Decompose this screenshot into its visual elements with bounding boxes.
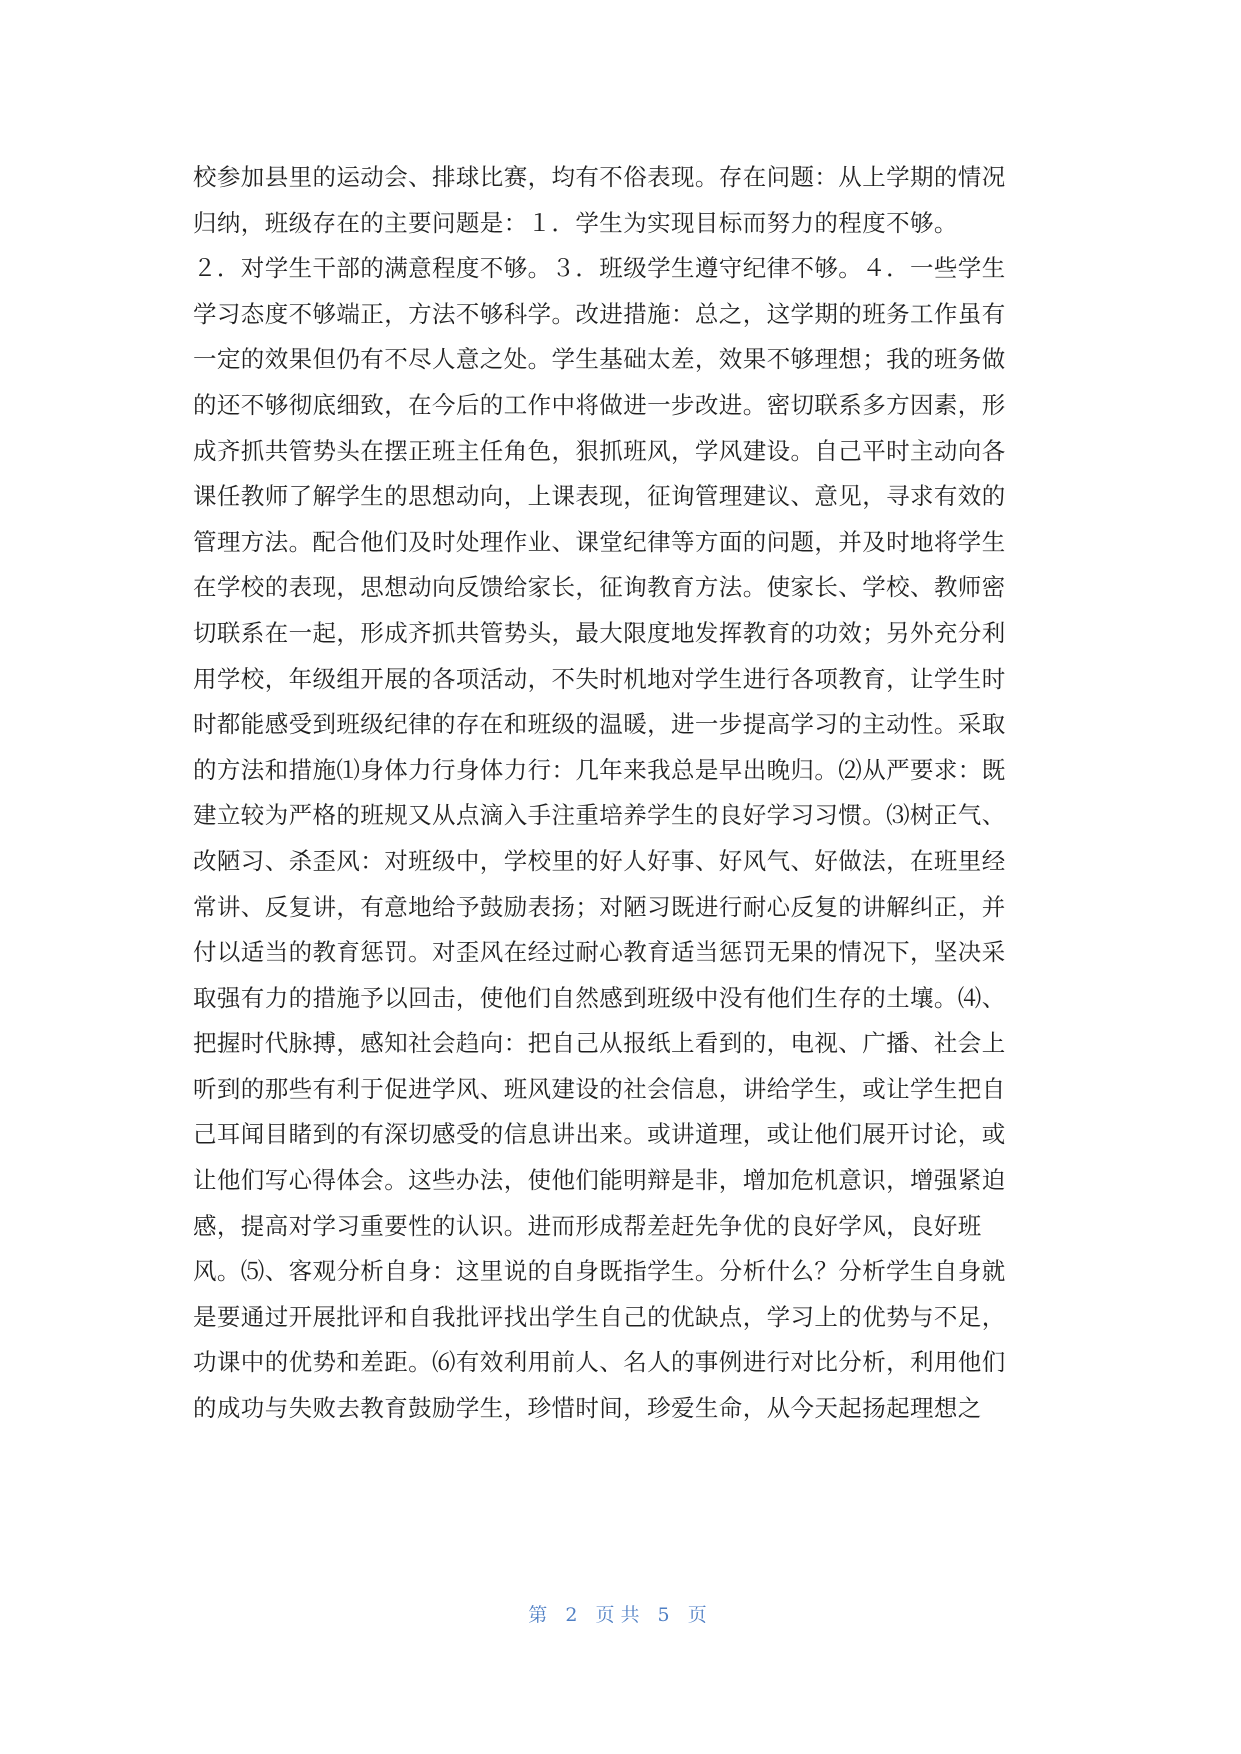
text-line: 把握时代脉搏，感知社会趋向：把自己从报纸上看到的，电视、广播、社会上 <box>193 1029 1006 1058</box>
footer-suffix: 页 <box>687 1604 713 1626</box>
text-line: 成齐抓共管势头在摆正班主任角色，狠抓班风，学风建设。自己平时主动向各 <box>193 436 1006 465</box>
text-line: 改陋习、杀歪风：对班级中，学校里的好人好事、好风气、好做法，在班里经 <box>193 846 1006 875</box>
text-line: 用学校，年级组开展的各项活动，不失时机地对学生进行各项教育，让学生时 <box>193 664 1006 693</box>
text-line: 己耳闻目睹到的有深切感受的信息讲出来。或讲道理，或让他们展开讨论，或 <box>193 1120 1006 1149</box>
text-line: 校参加县里的运动会、排球比赛，均有不俗表现。存在问题：从上学期的情况 <box>193 163 1006 191</box>
text-line: 风。⑸、客观分析自身：这里说的自身既指学生。分析什么？分析学生自身就 <box>193 1257 1006 1286</box>
text-line: 取强有力的措施予以回击，使他们自然感到班级中没有他们生存的土壤。⑷、 <box>193 983 1006 1012</box>
text-line: 一定的效果但仍有不尽人意之处。学生基础太差，效果不够理想；我的班务做 <box>193 345 1006 374</box>
page-footer <box>0 1600 1241 1627</box>
footer-prefix: 第 <box>528 1604 554 1626</box>
text-line: 感，提高对学习重要性的认识。进而形成帮差赶先争优的良好学风，良好班 <box>193 1211 982 1240</box>
text-line: 功课中的优势和差距。⑹有效利用前人、名人的事例进行对比分析，利用他们 <box>193 1348 1006 1377</box>
footer-current-page: 2 <box>565 1604 584 1626</box>
text-line: 管理方法。配合他们及时处理作业、课堂纪律等方面的问题，并及时地将学生 <box>193 527 1006 556</box>
text-line: 是要通过开展批评和自我批评找出学生自己的优缺点，学习上的优势与不足， <box>193 1302 1006 1331</box>
text-line: 的成功与失败去教育鼓励学生，珍惜时间，珍爱生命，从今天起扬起理想之 <box>193 1394 982 1423</box>
text-line: 归纳，班级存在的主要问题是：１．学生为实现目标而努力的程度不够。 <box>193 208 958 237</box>
text-line: 听到的那些有利于促进学风、班风建设的社会信息，讲给学生，或让学生把自 <box>193 1074 1006 1103</box>
text-line: 建立较为严格的班规又从点滴入手注重培养学生的良好学习习惯。⑶树正气、 <box>193 801 1006 830</box>
footer-middle: 页共 <box>595 1604 646 1626</box>
text-line: 的还不够彻底细致，在今后的工作中将做进一步改进。密切联系多方因素，形 <box>193 390 1006 419</box>
text-line: ２．对学生干部的满意程度不够。３．班级学生遵守纪律不够。４．一些学生 <box>193 254 1006 283</box>
text-line: 时都能感受到班级纪律的存在和班级的温暖，进一步提高学习的主动性。采取 <box>193 710 1006 739</box>
text-line: 常讲、反复讲，有意地给予鼓励表扬；对陋习既进行耐心反复的讲解纠正，并 <box>193 892 1006 921</box>
text-line: 切联系在一起，形成齐抓共管势头，最大限度地发挥教育的功效；另外充分利 <box>193 618 1006 647</box>
text-line: 课任教师了解学生的思想动向，上课表现，征询管理建议、意见，寻求有效的 <box>193 482 1006 511</box>
text-line: 学习态度不够端正，方法不够科学。改进措施：总之，这学期的班务工作虽有 <box>193 299 1006 328</box>
text-line: 让他们写心得体会。这些办法，使他们能明辩是非，增加危机意识，增强紧迫 <box>193 1166 1006 1195</box>
body-text <box>193 155 1053 1432</box>
text-line: 的方法和措施⑴身体力行身体力行：几年来我总是早出晚归。⑵从严要求：既 <box>193 755 1006 784</box>
footer-total-pages: 5 <box>657 1604 676 1626</box>
text-line: 付以适当的教育惩罚。对歪风在经过耐心教育适当惩罚无果的情况下，坚决采 <box>193 938 1006 967</box>
text-line: 在学校的表现，思想动向反馈给家长，征询教育方法。使家长、学校、教师密 <box>193 573 1006 602</box>
